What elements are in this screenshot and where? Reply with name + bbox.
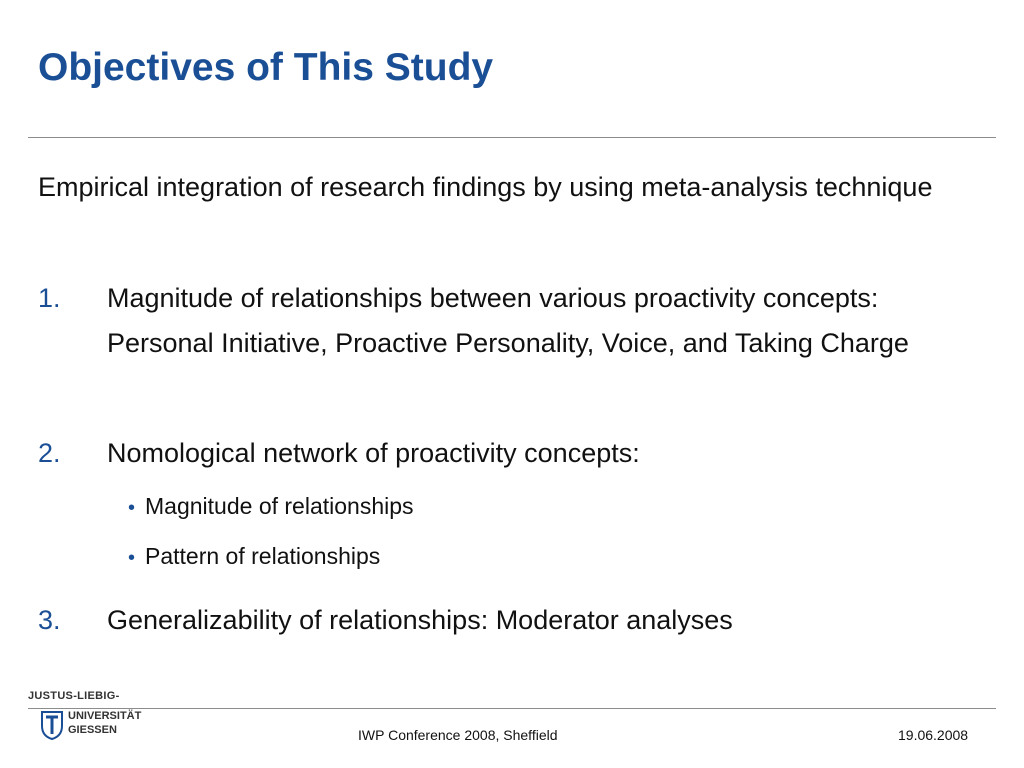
sub-item-text-1: Magnitude of relationships <box>145 493 414 519</box>
objective-text-2: Nomological network of proactivity concepts: <box>107 438 640 468</box>
intro-paragraph: Empirical integration of research findings by using meta-analysis technique <box>38 172 933 202</box>
university-logo <box>28 690 168 746</box>
objective-number-2: 2. <box>38 438 61 468</box>
title-divider <box>28 137 996 138</box>
sub-item-2 <box>128 541 380 573</box>
objective-item-3 <box>38 598 988 643</box>
footer-divider <box>28 708 996 709</box>
objective-number-3: 3. <box>38 605 61 635</box>
bullet-icon: • <box>128 497 136 519</box>
footer-conference: IWP Conference 2008, Sheffield <box>358 727 558 743</box>
bullet-icon: • <box>128 547 136 569</box>
objective-number-1: 1. <box>38 283 61 313</box>
objective-item-2 <box>38 431 988 476</box>
objective-text-1: Magnitude of relationships between various proactivity concepts: Personal Initiative, Proactive Personality, Voice, and Taking Charge <box>107 283 909 358</box>
footer-date: 19.06.2008 <box>898 727 969 743</box>
university-crest-icon <box>40 710 64 740</box>
sub-item-1 <box>128 491 414 523</box>
logo-line-3: GIESSEN <box>68 724 117 736</box>
objective-item-1 <box>38 276 988 366</box>
slide-title: Objectives of This Study <box>38 46 494 89</box>
sub-item-text-2: Pattern of relationships <box>145 543 381 569</box>
logo-line-1: JUSTUS-LIEBIG- <box>28 690 120 702</box>
logo-line-2: UNIVERSITÄT <box>68 710 142 722</box>
objective-text-3: Generalizability of relationships: Moderator analyses <box>107 605 733 635</box>
